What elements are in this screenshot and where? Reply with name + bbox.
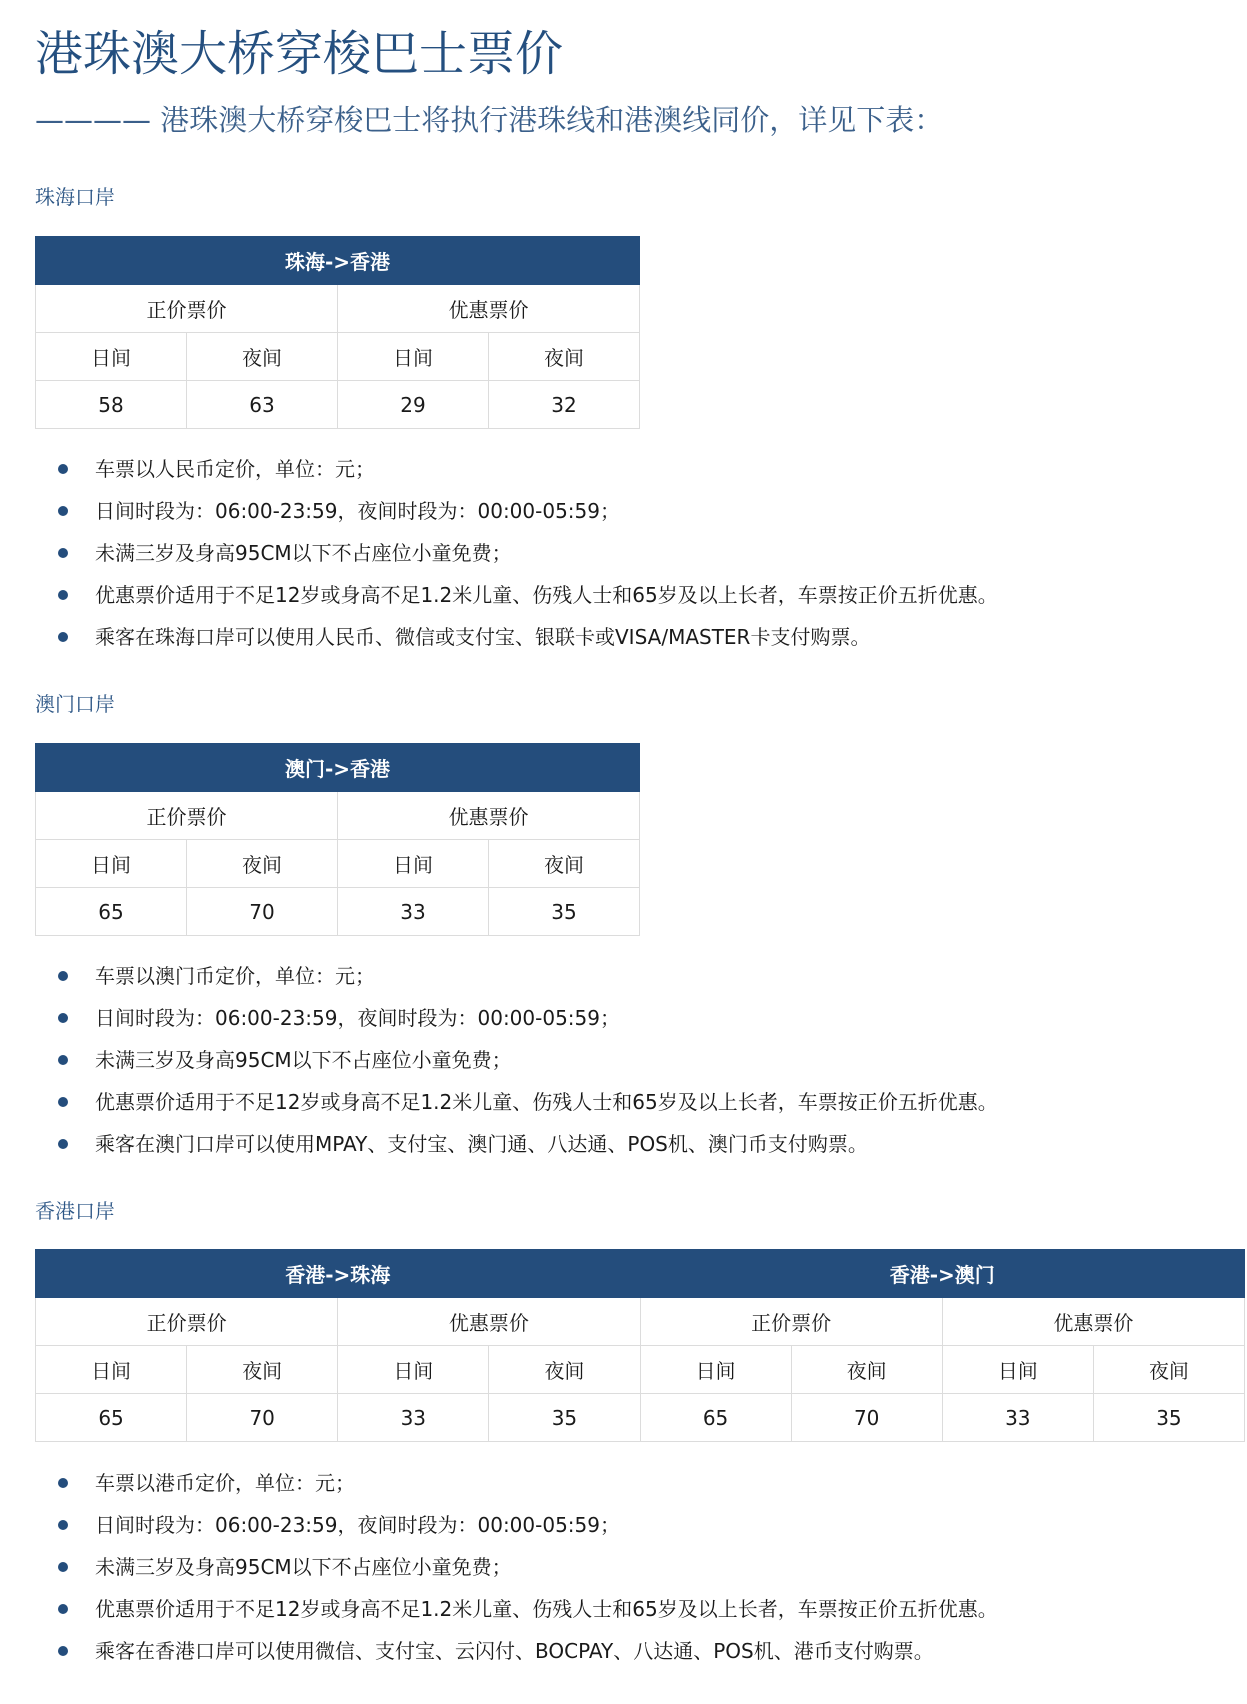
bullet-icon: [58, 971, 68, 981]
bullet-icon: [58, 1013, 68, 1023]
bullet-icon: [58, 464, 68, 474]
note-item: [35, 997, 998, 1039]
note-text: 日间时段为：06:00-23:59，夜间时段为：00:00-05:59；: [95, 1513, 620, 1537]
note-item: [35, 1504, 998, 1546]
note-item: [35, 532, 998, 574]
price-regular-day: 65: [640, 1394, 791, 1442]
route-header: 珠海->香港: [36, 237, 640, 285]
section-label-hongkong: 香港口岸: [35, 1199, 115, 1223]
price-concession-day: 33: [942, 1394, 1093, 1442]
price-concession-night: 35: [489, 888, 640, 936]
price-regular-night: 70: [187, 1394, 338, 1442]
price-regular-day: 65: [36, 1394, 187, 1442]
period-night: 夜间: [187, 333, 338, 381]
fare-table-hongkong: [35, 1249, 1245, 1442]
bullet-icon: [58, 548, 68, 558]
group-concession-fare: 优惠票价: [338, 285, 640, 333]
note-text: 未满三岁及身高95CM以下不占座位小童免费；: [95, 1555, 512, 1579]
price-regular-night: 70: [791, 1394, 942, 1442]
period-night: 夜间: [1093, 1346, 1244, 1394]
note-text: 未满三岁及身高95CM以下不占座位小童免费；: [95, 1048, 512, 1072]
note-item: [35, 1462, 998, 1504]
group-concession-fare: 优惠票价: [338, 792, 640, 840]
period-day: 日间: [338, 1346, 489, 1394]
page-title: 港珠澳大桥穿梭巴士票价: [35, 26, 564, 82]
period-day: 日间: [36, 840, 187, 888]
notes-list-zhuhai: [35, 448, 998, 658]
period-day: 日间: [640, 1346, 791, 1394]
bullet-icon: [58, 590, 68, 600]
period-night: 夜间: [187, 1346, 338, 1394]
price-concession-night: 35: [1093, 1394, 1244, 1442]
note-item: [35, 490, 998, 532]
route-header-hongkong-macau: 香港->澳门: [640, 1250, 1245, 1298]
period-night: 夜间: [489, 333, 640, 381]
page-subtitle: ———— 港珠澳大桥穿梭巴士将执行港珠线和港澳线同价，详见下表：: [35, 103, 944, 137]
price-concession-day: 33: [338, 1394, 489, 1442]
fare-table-zhuhai-hongkong: [35, 236, 640, 429]
price-regular-night: 70: [187, 888, 338, 936]
price-regular-day: 65: [36, 888, 187, 936]
price-concession-night: 32: [489, 381, 640, 429]
bullet-icon: [58, 506, 68, 516]
group-concession-fare: 优惠票价: [942, 1298, 1244, 1346]
note-item: [35, 1546, 998, 1588]
price-regular-night: 63: [187, 381, 338, 429]
period-day: 日间: [338, 333, 489, 381]
group-regular-fare: 正价票价: [640, 1298, 942, 1346]
note-text: 优惠票价适用于不足12岁或身高不足1.2米儿童、伤残人士和65岁及以上长者，车票按正价五折优惠。: [95, 583, 998, 607]
note-item: [35, 574, 998, 616]
period-day: 日间: [36, 333, 187, 381]
price-regular-day: 58: [36, 381, 187, 429]
bullet-icon: [58, 1139, 68, 1149]
note-item: [35, 448, 998, 490]
group-regular-fare: 正价票价: [36, 1298, 338, 1346]
note-text: 车票以澳门币定价，单位：元；: [95, 964, 375, 988]
section-label-zhuhai: 珠海口岸: [35, 185, 115, 209]
route-header: 澳门->香港: [36, 744, 640, 792]
route-header-hongkong-zhuhai: 香港->珠海: [36, 1250, 641, 1298]
bullet-icon: [58, 1562, 68, 1572]
note-text: 乘客在澳门口岸可以使用MPAY、支付宝、澳门通、八达通、POS机、澳门币支付购票。: [95, 1132, 868, 1156]
note-text: 乘客在珠海口岸可以使用人民币、微信或支付宝、银联卡或VISA/MASTER卡支付购票。: [95, 625, 871, 649]
note-text: 日间时段为：06:00-23:59，夜间时段为：00:00-05:59；: [95, 1006, 620, 1030]
notes-list-hongkong: [35, 1462, 998, 1672]
bullet-icon: [58, 1478, 68, 1488]
group-regular-fare: 正价票价: [36, 285, 338, 333]
note-item: [35, 1039, 998, 1081]
bullet-icon: [58, 632, 68, 642]
note-item: [35, 616, 998, 658]
period-day: 日间: [36, 1346, 187, 1394]
bullet-icon: [58, 1646, 68, 1656]
price-concession-day: 33: [338, 888, 489, 936]
note-text: 优惠票价适用于不足12岁或身高不足1.2米儿童、伤残人士和65岁及以上长者，车票按正价五折优惠。: [95, 1090, 998, 1114]
section-label-macau: 澳门口岸: [35, 692, 115, 716]
note-text: 优惠票价适用于不足12岁或身高不足1.2米儿童、伤残人士和65岁及以上长者，车票按正价五折优惠。: [95, 1597, 998, 1621]
note-item: [35, 1081, 998, 1123]
bullet-icon: [58, 1520, 68, 1530]
bullet-icon: [58, 1097, 68, 1107]
bullet-icon: [58, 1055, 68, 1065]
period-day: 日间: [338, 840, 489, 888]
period-day: 日间: [942, 1346, 1093, 1394]
bullet-icon: [58, 1604, 68, 1614]
period-night: 夜间: [489, 840, 640, 888]
period-night: 夜间: [791, 1346, 942, 1394]
note-item: [35, 1588, 998, 1630]
price-concession-day: 29: [338, 381, 489, 429]
note-item: [35, 955, 998, 997]
note-text: 车票以人民币定价，单位：元；: [95, 457, 375, 481]
note-text: 未满三岁及身高95CM以下不占座位小童免费；: [95, 541, 512, 565]
note-text: 日间时段为：06:00-23:59，夜间时段为：00:00-05:59；: [95, 499, 620, 523]
note-text: 乘客在香港口岸可以使用微信、支付宝、云闪付、BOCPAY、八达通、POS机、港币支付购票。: [95, 1639, 934, 1663]
price-concession-night: 35: [489, 1394, 640, 1442]
note-item: [35, 1123, 998, 1165]
note-text: 车票以港币定价，单位：元；: [95, 1471, 355, 1495]
period-night: 夜间: [489, 1346, 640, 1394]
note-item: [35, 1630, 998, 1672]
fare-table-macau-hongkong: [35, 743, 640, 936]
group-concession-fare: 优惠票价: [338, 1298, 640, 1346]
notes-list-macau: [35, 955, 998, 1165]
group-regular-fare: 正价票价: [36, 792, 338, 840]
period-night: 夜间: [187, 840, 338, 888]
